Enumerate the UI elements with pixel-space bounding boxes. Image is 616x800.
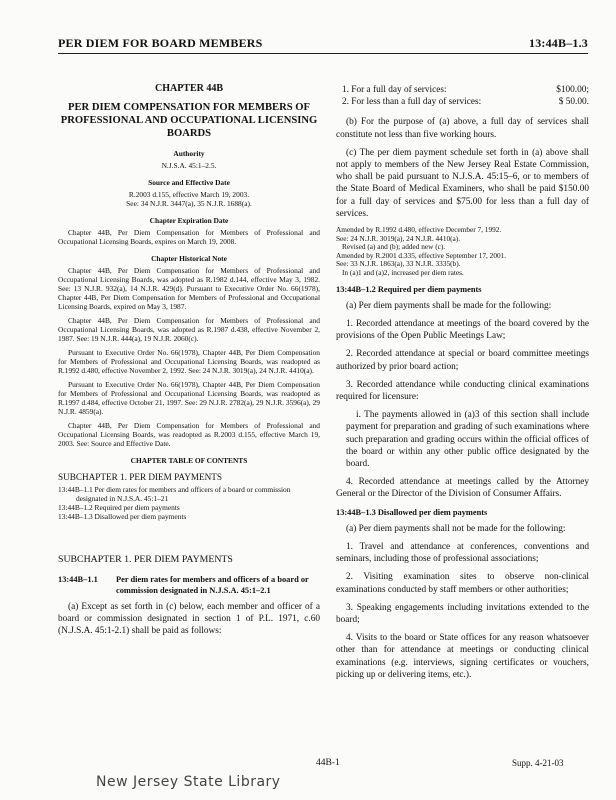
section-1-1-a: (a) Except as set forth in (c) below, each member and officer of a board or commission designated in section 1 of P.L. 1971, c.60 (N.J.S.A. 45:1-2.1) shall be paid as follows:: [58, 602, 320, 636]
chapter-number: CHAPTER 44B: [154, 83, 224, 94]
list-item: 2. Recorded attendance at special or board committee meetings authorized by prior board action;: [336, 349, 589, 372]
expiration-text: Chapter 44B, Per Diem Compensation for Members of Professional and Occupational Licensing Boards, expires on March 19, 2008.: [58, 228, 320, 246]
section-1-1-b: (b) For the purpose of (a) above, a full day of services shall constitute not less than five working hours.: [336, 117, 589, 140]
right-column: [336, 84, 589, 687]
amendment-line: Amended by R.1992 d.480, effective December 7, 1992.: [336, 225, 502, 235]
toc-subchapter: SUBCHAPTER 1. PER DIEM PAYMENTS: [58, 472, 222, 482]
header-section: 13:44B–1.3: [529, 36, 588, 50]
history-heading: Chapter Historical Note: [151, 254, 227, 263]
section-1-2-heading: 13:44B–1.2 Required per diem payments: [336, 284, 482, 294]
list-item: 2. Visiting examination sites to observe non-clinical examinations conducted by staff members or other authorities;: [336, 572, 589, 595]
subchapter-heading: SUBCHAPTER 1. PER DIEM PAYMENTS: [58, 554, 233, 565]
toc-entry: 13:44B–1.3 Disallowed per diem payments: [58, 512, 187, 521]
chapter-title: PER DIEM COMPENSATION FOR MEMBERS OF PROFESSIONAL AND OCCUPATIONAL LICENSING BOARDS: [60, 102, 318, 139]
rate-row-full-day: [336, 84, 589, 96]
section-1-2-a: (a) Per diem payments shall be made for the following:: [346, 300, 552, 311]
authority-text: N.J.S.A. 45:1–2.5.: [161, 161, 217, 170]
history-paragraph: Pursuant to Executive Order No. 66(1978), Chapter 44B, Per Diem Compensation for Members of Professional and Occupational Licensing Boards, was readopted as R.1997 d.484, effective October 21, 1997. See: 29 N.J.R. 2782(a), 29 N.J.R. 3596(a), 29 N.J.R. 4859(a).: [58, 380, 320, 416]
rate-row-partial-day: [336, 96, 589, 108]
amendment-history: [336, 226, 589, 278]
source-line-2: See: 34 N.J.R. 3447(a), 35 N.J.R. 1688(a).: [126, 199, 252, 208]
history-paragraph: Chapter 44B, Per Diem Compensation for Members of Professional and Occupational Licensing Boards, was adopted as R.1982 d.144, effective May 3, 1982. See: 13 N.J.R. 932(a), 14 N.J.R. 429(d). Pursuant to Executive Order No. 66(1978), Chapter 44B, Per Diem Compensation for Members of Professional and Occupational Licensing Boards, expired on May 3, 1987.: [58, 266, 320, 311]
history-paragraph: Pursuant to Executive Order No. 66(1978), Chapter 44B, Per Diem Compensation for Members of Professional and Occupational Licensing Boards, was readopted as R.1992 d.480, effective November 2, 1992. See: 24 N.J.R. 3019(a), 24 N.J.R. 4410(a).: [58, 348, 320, 375]
amendment-line: See: 24 N.J.R. 3019(a), 24 N.J.R. 4410(a).: [336, 233, 461, 243]
amendment-line: See: 33 N.J.R. 1863(a), 33 N.J.R. 3335(b).: [336, 259, 461, 269]
amendment-line: Amended by R.2001 d.335, effective September 17, 2001.: [336, 250, 507, 260]
list-item: 3. Recorded attendance while conducting clinical examinations required for licensure:: [336, 379, 589, 403]
left-column: [58, 84, 320, 637]
section-title: Per diem rates for members and officers of a board or commission designated in N.J.S.A. 45:1–2.1: [116, 575, 309, 595]
rate-label: 1. For a full day of services:: [342, 85, 447, 95]
list-item: 3. Speaking engagements including invitations extended to the board;: [336, 602, 589, 626]
library-stamp: New Jersey State Library: [96, 774, 281, 790]
list-item: 4. Recorded attendance at meetings called by the Attorney General or the Director of the Division of Consumer Affairs.: [336, 477, 589, 500]
header-title: PER DIEM FOR BOARD MEMBERS: [58, 36, 263, 50]
rate-value: $ 50.00.: [558, 97, 589, 108]
rate-label: 2. For less than a full day of services:: [342, 97, 482, 108]
list-item: 4. Visits to the board or State offices for any reason whatsoever other than for attendance at meetings or conducting clinical examinations (e.g. interviews, signing certificates or vouchers, picking up or delivering items, etc.).: [336, 633, 589, 680]
section-1-1-c: (c) The per diem payment schedule set forth in (a) above shall not apply to members of the New Jersey Real Estate Commission, who shall be paid pursuant to N.J.S.A. 45:15–6, or to members of the State Board of Medical Examiners, who shall be paid $150.00 for a full day of services and $75.00 for less than a full day of services.: [336, 147, 589, 219]
amendment-line: In (a)1 and (a)2, increased per diem rates.: [342, 268, 464, 277]
supplement-date: Supp. 4-21-03: [512, 758, 564, 768]
toc-entry: 13:44B–1.1 Per diem rates for members and officers of a board or commission designated in N.J.S.A. 45:1–21: [58, 485, 291, 503]
section-1-3-heading: 13:44B–1.3 Disallowed per diem payments: [336, 507, 488, 517]
expiration-heading: Chapter Expiration Date: [149, 216, 229, 225]
list-subitem: i. The payments allowed in (a)3 of this section shall include payment for preparation and grading of such examinations where such preparation and grading occurs within the official offices of the board or within any other public office designated by the board.: [346, 410, 589, 470]
history-paragraph: Chapter 44B, Per Diem Compensation for Members of Professional and Occupational Licensing Boards, was adopted as R.1987 d.438, effective November 2, 1987. See: 19 N.J.R. 444(a), 19 N.J.R. 2060(c).: [58, 316, 320, 343]
list-item: 1. Recorded attendance at meetings of the board covered by the provisions of the Open Public Meetings Law;: [336, 319, 589, 342]
page-number: 44B-1: [316, 758, 340, 768]
toc-heading: CHAPTER TABLE OF CONTENTS: [130, 456, 248, 465]
source-heading: Source and Effective Date: [148, 178, 230, 187]
section-number: 13:44B–1.1: [58, 575, 98, 584]
toc-entry: 13:44B–1.2 Required per diem payments: [58, 503, 180, 512]
source-line-1: R.2003 d.155, effective March 19, 2003.: [128, 190, 250, 199]
authority-heading: Authority: [173, 149, 205, 158]
rate-value: $100.00;: [556, 85, 589, 95]
running-header: [58, 36, 588, 54]
amendment-line: Revised (a) and (b); added new (c).: [342, 242, 446, 252]
history-paragraph: Chapter 44B, Per Diem Compensation for Members of Professional and Occupational Licensing Boards, was readopted as R.2003 d.155, effective March 19, 2003. See: Source and Effective Date.: [58, 421, 320, 448]
list-item: 1. Travel and attendance at conferences, conventions and seminars, including those of professional associations;: [336, 542, 589, 565]
section-1-3-a: (a) Per diem payments shall not be made for the following:: [346, 523, 566, 534]
section-1-1-heading: [58, 574, 320, 596]
